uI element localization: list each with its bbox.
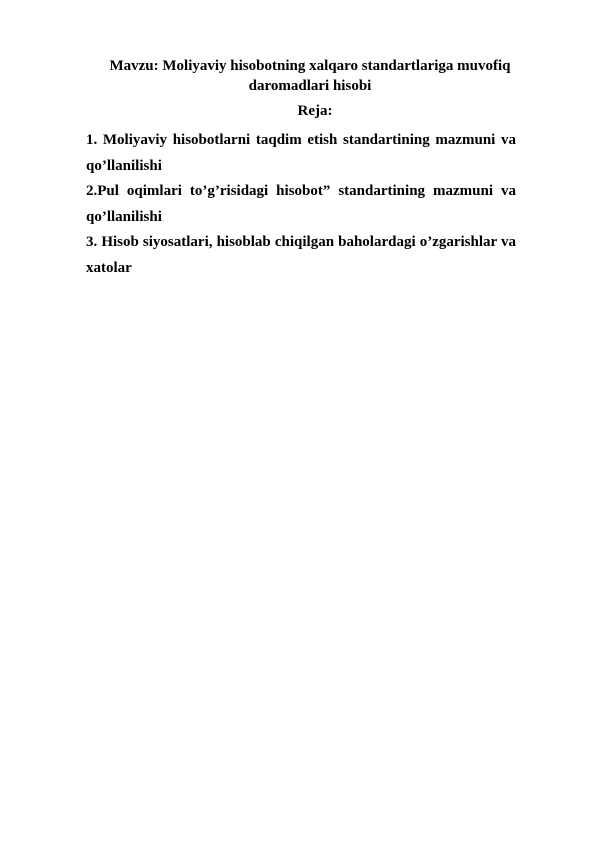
plan-item-3: 3. Hisob siyosatlari, hisoblab chiqilgan baholardagi o’zgarishlar va xatolar	[86, 234, 516, 276]
plan-list	[86, 128, 516, 281]
document-title: Mavzu: Moliyaviy hisobotning xalqaro standartlariga muvofiq daromadlari hisobi	[109, 58, 511, 94]
plan-item-1: 1. Moliyaviy hisobotlarni taqdim etish standartining mazmuni va qo’llanilishi	[86, 132, 516, 174]
plan-item-2: 2.Pul oqimlari to’g’risidagi hisobot” standartining mazmuni va qo’llanilishi	[86, 183, 516, 225]
plan-heading: Reja:	[297, 103, 333, 119]
